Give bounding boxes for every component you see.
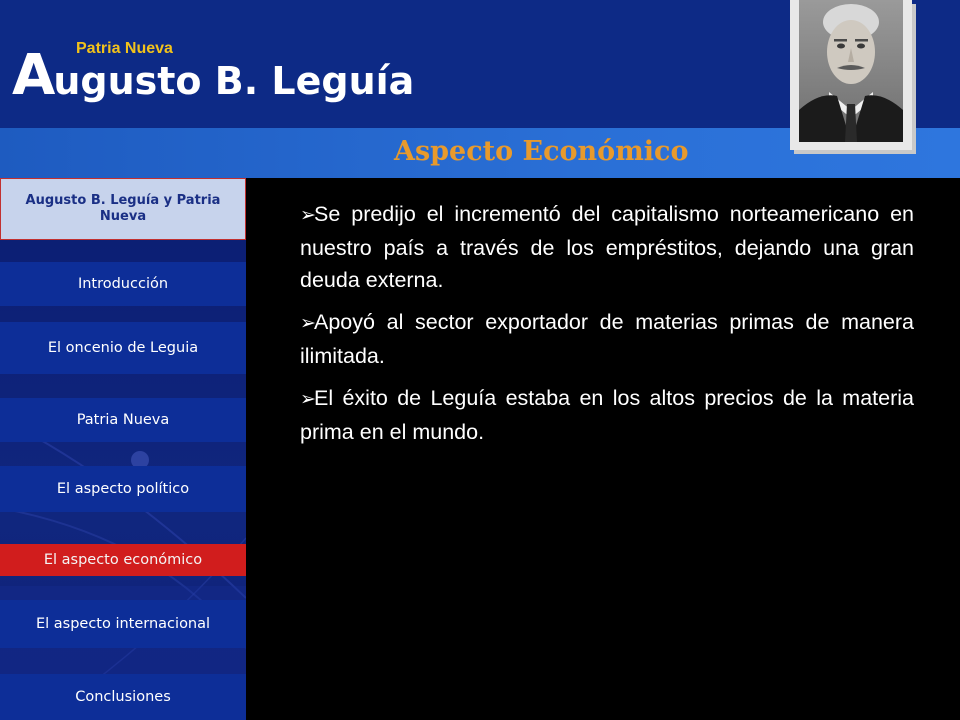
sidebar: [0, 178, 246, 720]
sidebar-item-aspecto-economico[interactable]: El aspecto económico: [0, 544, 246, 576]
sidebar-item-aspecto-politico[interactable]: El aspecto político: [0, 466, 246, 512]
page-title: [12, 43, 415, 109]
portrait-frame: [790, 0, 912, 150]
sidebar-item-aspecto-internacional[interactable]: El aspecto internacional: [0, 600, 246, 648]
portrait-photo-icon: [799, 0, 903, 142]
arrow-bullet-icon: ➢: [300, 205, 316, 226]
bullet-point: [300, 306, 914, 372]
portrait-photo: [799, 0, 903, 142]
sidebar-item-header[interactable]: Augusto B. Leguía y Patria Nueva: [0, 178, 246, 240]
arrow-bullet-icon: ➢: [300, 313, 316, 334]
bullet-point: [300, 198, 914, 296]
sidebar-item-introduccion[interactable]: Introducción: [0, 262, 246, 306]
header-subtitle: Patria Nueva: [76, 40, 173, 57]
title-initial: A: [12, 43, 56, 108]
bullet-text: El éxito de Leguía estaba en los altos precios de la materia prima en el mundo.: [300, 386, 914, 444]
title-rest: ugusto B. Leguía: [53, 59, 415, 103]
section-heading: Aspecto Económico: [394, 136, 689, 167]
sidebar-item-oncenio[interactable]: El oncenio de Leguia: [0, 322, 246, 374]
arrow-bullet-icon: ➢: [300, 389, 316, 410]
bullet-point: [300, 382, 914, 448]
bullet-text: Se predijo el incrementó del capitalismo norteamericano en nuestro país a través de los empréstitos, dejando una gran deuda externa.: [300, 202, 914, 292]
sidebar-item-patria-nueva[interactable]: Patria Nueva: [0, 398, 246, 442]
sidebar-item-conclusiones[interactable]: Conclusiones: [0, 674, 246, 720]
content-body: [300, 198, 914, 458]
bullet-text: Apoyó al sector exportador de materias primas de manera ilimitada.: [300, 310, 914, 368]
